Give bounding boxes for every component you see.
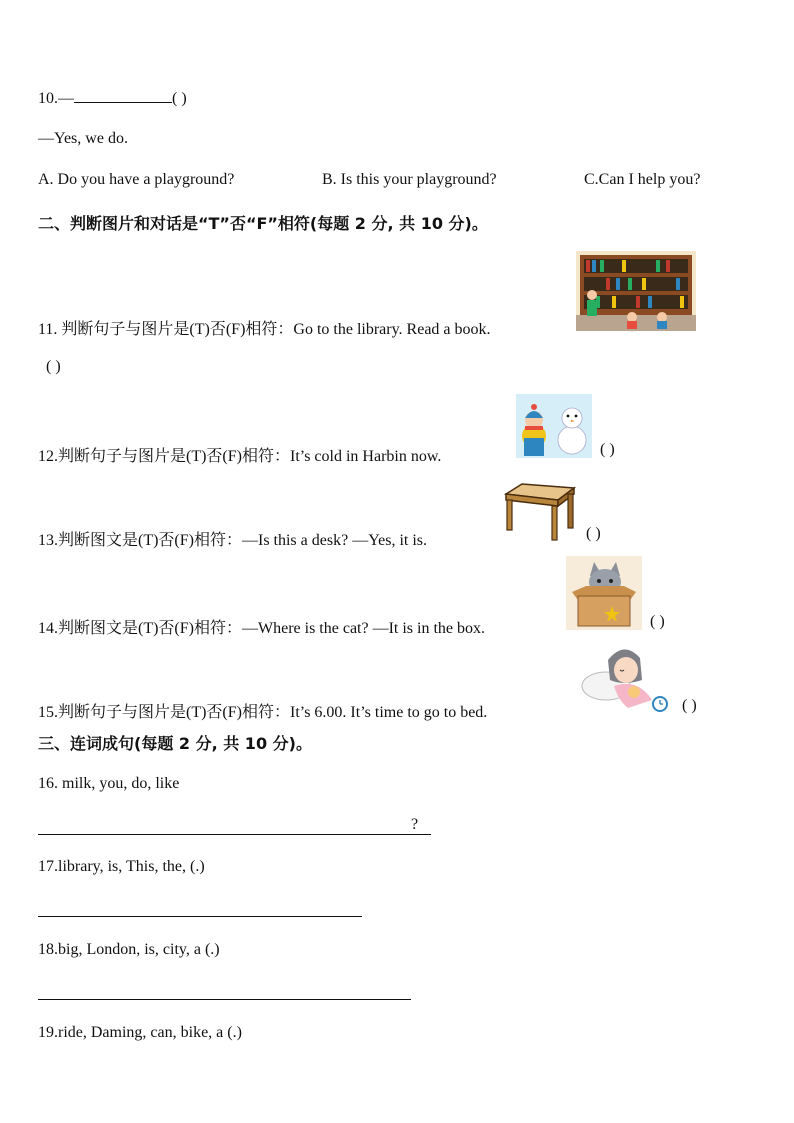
sleeping-girl-icon (578, 640, 672, 716)
q18-answer-line[interactable] (38, 999, 411, 1000)
q10-reply: —Yes, we do. (38, 130, 128, 147)
q11-text: 11. 判断句子与图片是(T)否(F)相符：Go to the library. Read a book. (38, 321, 491, 338)
q10-number: 10.— (38, 90, 74, 107)
q16-answer-line[interactable] (38, 834, 431, 835)
section3-title: 三、连词成句(每题 2 分, 共 10 分)。 (38, 734, 312, 753)
section2-title: 二、判断图片和对话是“T”否“F”相符(每题 2 分, 共 10 分)。 (38, 214, 488, 233)
cat-in-box-icon (566, 556, 642, 630)
q16-end-mark: ? (411, 816, 419, 833)
library-bookshelf-icon (576, 251, 696, 331)
q17-answer-line[interactable] (38, 916, 362, 917)
q10-answer-blank[interactable] (74, 88, 172, 103)
q18-words: 18.big, London, is, city, a (.) (38, 941, 220, 958)
snowman-icon (516, 394, 592, 458)
q16-words: 16. milk, you, do, like (38, 775, 180, 792)
q13-paren[interactable]: ( ) (586, 525, 601, 542)
q13-text: 13.判断图文是(T)否(F)相符：—Is this a desk? —Yes, it is. (38, 532, 428, 549)
q11-paren[interactable]: ( ) (46, 358, 61, 375)
q14-text: 14.判断图文是(T)否(F)相符：—Where is the cat? —It is in the box. (38, 620, 486, 637)
q12-text: 12.判断句子与图片是(T)否(F)相符：It’s cold in Harbin now. (38, 448, 442, 465)
table-icon (500, 480, 576, 542)
q12-paren[interactable]: ( ) (600, 441, 615, 458)
q10-option-c: C.Can I help you? (584, 171, 701, 188)
q10-option-b: B. Is this your playground? (322, 171, 497, 188)
q17-words: 17.library, is, This, the, (.) (38, 858, 205, 875)
q10-paren[interactable]: ( ) (172, 90, 187, 107)
q14-paren[interactable]: ( ) (650, 613, 665, 630)
q19-words: 19.ride, Daming, can, bike, a (.) (38, 1024, 242, 1041)
q15-paren[interactable]: ( ) (682, 697, 697, 714)
q15-text: 15.判断句子与图片是(T)否(F)相符：It’s 6.00. It’s time to go to bed. (38, 704, 488, 721)
q10-option-a: A. Do you have a playground? (38, 171, 235, 188)
q10-line (38, 88, 187, 108)
